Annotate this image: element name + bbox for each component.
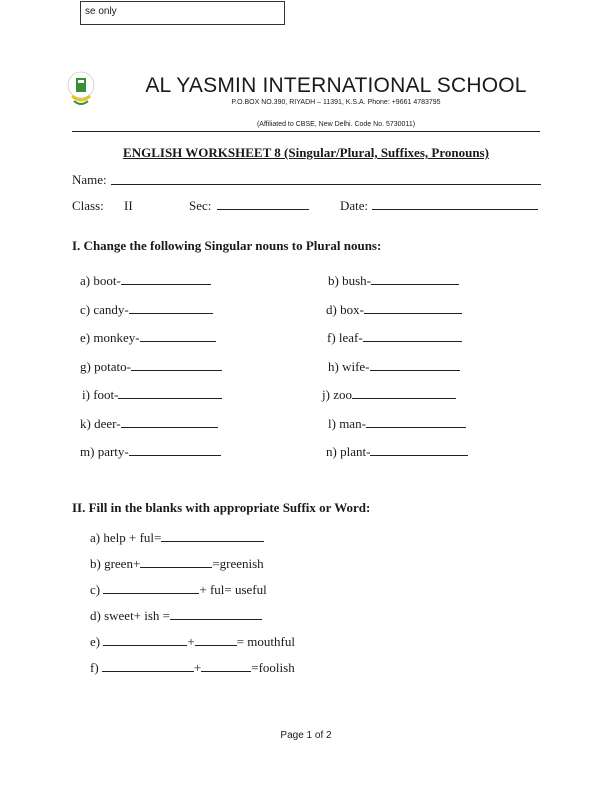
list-item: i) foot- [82, 386, 222, 403]
class-label: Class: [72, 198, 104, 213]
answer-blank[interactable] [366, 415, 466, 428]
sec-field-line[interactable] [217, 209, 309, 210]
header-divider [72, 131, 540, 132]
list-item: m) party- [80, 443, 221, 460]
list-item: c) candy- [80, 301, 213, 318]
date-label: Date: [340, 198, 369, 213]
section1-title: I. Change the following Singular nouns to Plural nouns: [72, 238, 382, 253]
list-item: e) + = mouthful [90, 634, 295, 649]
answer-blank[interactable] [195, 633, 237, 646]
page-number: Page 1 of 2 [280, 730, 332, 741]
list-item: e) monkey- [80, 329, 216, 346]
school-name: AL YASMIN INTERNATIONAL SCHOOL [145, 74, 527, 97]
answer-blank[interactable] [370, 443, 468, 456]
answer-blank[interactable] [118, 386, 222, 399]
answer-blank[interactable] [363, 329, 462, 342]
answer-blank[interactable] [102, 659, 194, 672]
answer-blank[interactable] [103, 581, 199, 594]
list-item: a) boot- [80, 272, 211, 289]
header-box: se only [80, 1, 285, 25]
list-item: b) bush- [328, 272, 459, 289]
answer-blank[interactable] [170, 607, 262, 620]
list-item: h) wife- [328, 358, 460, 375]
list-item: b) green+ =greenish [90, 556, 264, 571]
section2-title: II. Fill in the blanks with appropriate Suffix or Word: [72, 500, 371, 515]
date-field-line[interactable] [372, 209, 538, 210]
answer-blank[interactable] [140, 555, 212, 568]
answer-blank[interactable] [364, 301, 462, 314]
answer-blank[interactable] [161, 529, 264, 542]
worksheet-title: ENGLISH WORKSHEET 8 (Singular/Plural, Suffixes, Pronouns) [123, 145, 489, 160]
list-item: k) deer- [80, 415, 218, 432]
school-address: P.O.BOX NO.390, RIYADH – 11391, K.S.A. Phone: +9661 4783795 [231, 99, 441, 106]
list-item: j) zoo [322, 386, 456, 403]
answer-blank[interactable] [121, 415, 218, 428]
answer-blank[interactable] [131, 358, 222, 371]
answer-blank[interactable] [129, 443, 221, 456]
answer-blank[interactable] [370, 358, 460, 371]
list-item: a) help + ful= [90, 529, 264, 546]
answer-blank[interactable] [201, 659, 251, 672]
sec-label: Sec: [189, 198, 212, 213]
answer-blank[interactable] [371, 272, 459, 285]
school-affiliation: (Affiliated to CBSE, New Delhi. Code No. 5730011) [256, 121, 416, 128]
answer-blank[interactable] [129, 301, 213, 314]
list-item: l) man- [328, 415, 466, 432]
answer-blank[interactable] [140, 329, 216, 342]
name-label: Name: [72, 172, 107, 187]
list-item: d) box- [326, 301, 462, 318]
list-item: c) + ful= useful [90, 582, 267, 597]
list-item: n) plant- [326, 443, 468, 460]
list-item: f) + =foolish [90, 660, 295, 675]
class-value: II [124, 198, 133, 213]
list-item: d) sweet+ ish = [90, 607, 262, 624]
answer-blank[interactable] [352, 386, 456, 399]
class-row [72, 198, 542, 218]
name-field-line[interactable] [111, 184, 541, 185]
list-item: g) potato- [80, 358, 222, 375]
answer-blank[interactable] [103, 633, 187, 646]
list-item: f) leaf- [327, 329, 462, 346]
answer-blank[interactable] [121, 272, 211, 285]
